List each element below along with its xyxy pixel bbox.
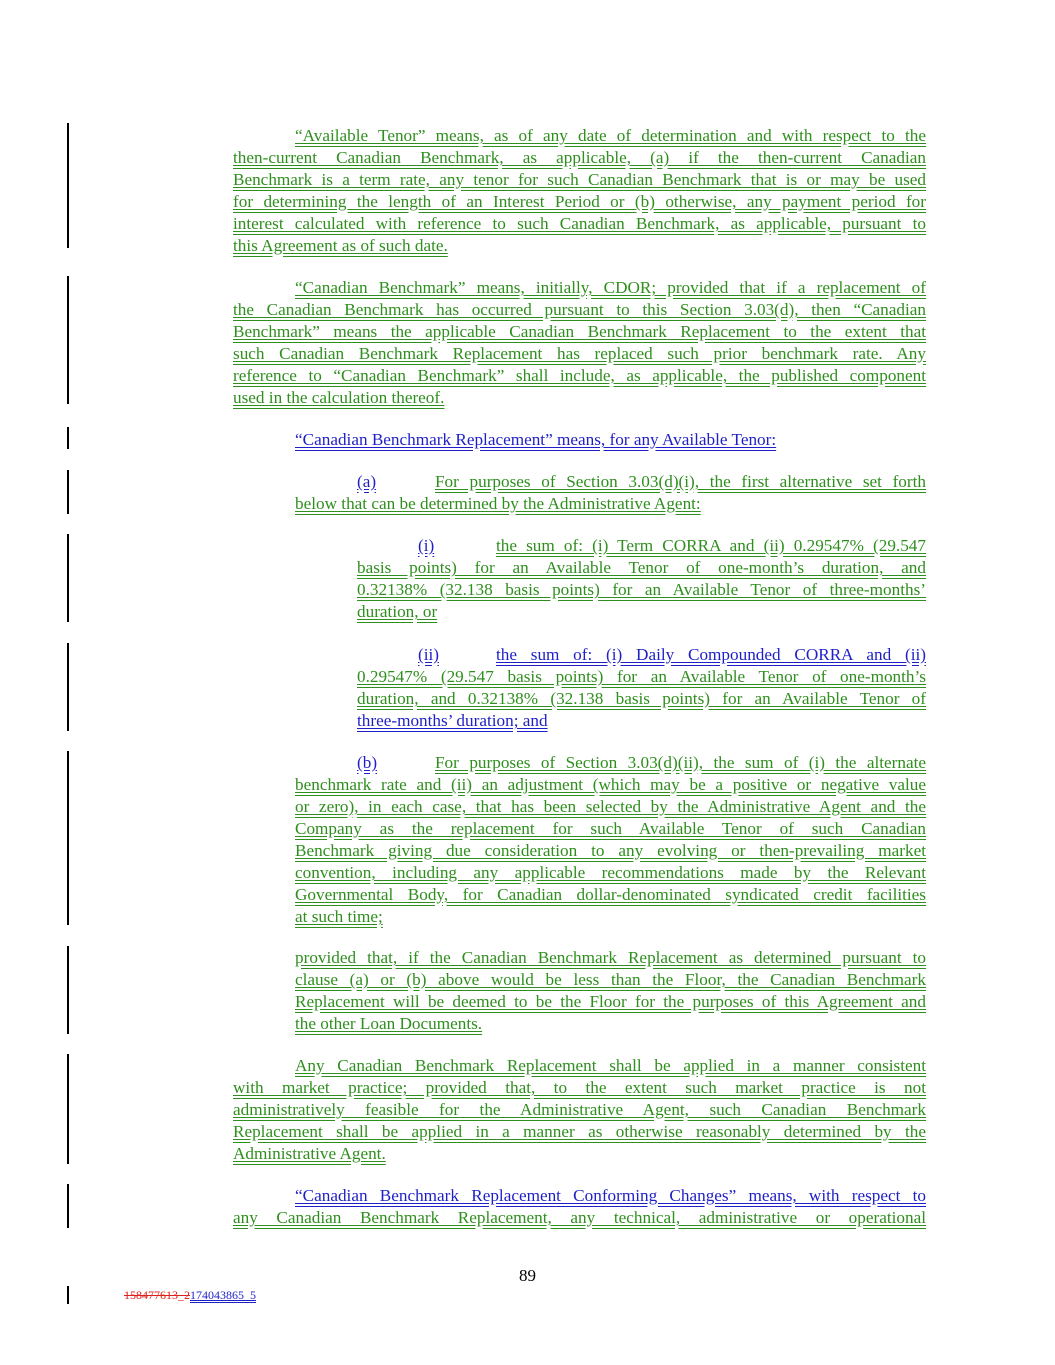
clause-label: (b) — [357, 753, 378, 772]
text-line: with market practice; provided that, to the extent such market practice is not — [233, 1078, 926, 1097]
change-bar — [67, 470, 69, 514]
text-line: reference to “Canadian Benchmark” shall include, as applicable, the published component — [233, 366, 926, 385]
document-id-footer — [124, 1288, 256, 1303]
change-bar — [67, 123, 69, 248]
deleted-doc-id: 158477613_2 — [124, 1288, 190, 1302]
change-bar — [67, 1184, 69, 1228]
change-bar — [67, 427, 69, 449]
text-line: 0.32138% (32.138 basis points) for an Available Tenor of three-months’ — [357, 580, 926, 599]
text-line: 0.29547% (29.547 basis points) for an Available Tenor of one-month’s — [357, 667, 926, 686]
text-line: Replacement will be deemed to be the Floor for the purposes of this Agreement and — [295, 992, 926, 1011]
text-line: Benchmark is a term rate, any tenor for such Canadian Benchmark that is or may be used — [233, 170, 926, 189]
clause-b — [295, 752, 926, 928]
text-line: the Canadian Benchmark has occurred pursuant to this Section 3.03(d), then “Canadian — [233, 300, 926, 319]
text-line: Benchmark giving due consideration to any evolving or then-prevailing market — [295, 841, 926, 860]
definition-available-tenor — [233, 125, 926, 257]
text-line: three-months’ duration; and — [357, 711, 548, 730]
text-line: Company as the replacement for such Available Tenor of such Canadian — [295, 819, 926, 838]
text-line: the sum of: (i) Daily Compounded CORRA and (ii) — [496, 645, 926, 664]
clause-ii — [357, 644, 926, 732]
text-line: “Canadian Benchmark Replacement Conforming Changes” means, with respect to — [295, 1186, 926, 1205]
text-line: the sum of: (i) Term CORRA and (ii) 0.29547% (29.547 — [496, 536, 926, 555]
text-line: Benchmark” means the applicable Canadian Benchmark Replacement to the extent that — [233, 322, 926, 341]
text-line: “Canadian Benchmark Replacement” means, for any Available Tenor: — [295, 430, 777, 449]
text-line: below that can be determined by the Administrative Agent: — [295, 494, 701, 513]
change-bar — [67, 1286, 69, 1304]
text-line: for determining the length of an Interest Period or (b) otherwise, any payment period for — [233, 192, 926, 211]
text-line: duration, and 0.32138% (32.138 basis points) for an Available Tenor of — [357, 689, 926, 708]
change-bar — [67, 276, 69, 404]
application-paragraph — [233, 1055, 926, 1165]
text-line: the other Loan Documents. — [295, 1014, 483, 1033]
text-line: “Available Tenor” means, as of any date of determination and with respect to the — [295, 126, 926, 145]
text-line: Administrative Agent. — [233, 1144, 386, 1163]
text-line: basis points) for an Available Tenor of one-month’s duration, and — [357, 558, 926, 577]
text-line: duration, or — [357, 602, 438, 621]
change-bar — [67, 643, 69, 731]
text-line: clause (a) or (b) above would be less than the Floor, the Canadian Benchmark — [295, 970, 926, 989]
definition-canadian-benchmark — [233, 277, 926, 409]
text-line: such Canadian Benchmark Replacement has replaced such prior benchmark rate. Any — [233, 344, 926, 363]
change-bar — [67, 534, 69, 622]
text-line: or zero), in each case, that has been selected by the Administrative Agent and the — [295, 797, 926, 816]
text-line: Replacement shall be applied in a manner as otherwise reasonably determined by the — [233, 1122, 926, 1141]
text-line: For purposes of Section 3.03(d)(i), the first alternative set forth — [435, 472, 926, 491]
definition-canadian-benchmark-replacement — [295, 429, 926, 451]
text-line: Any Canadian Benchmark Replacement shall be applied in a manner consistent — [295, 1056, 926, 1075]
text-line: provided that, if the Canadian Benchmark Replacement as determined pursuant to — [295, 948, 926, 967]
text-line: any Canadian Benchmark Replacement, any technical, administrative or operational — [233, 1208, 926, 1227]
text-line: Governmental Body, for Canadian dollar-denominated syndicated credit facilities — [295, 885, 926, 904]
text-line: benchmark rate and (ii) an adjustment (which may be a positive or negative value — [295, 775, 926, 794]
change-bar — [67, 751, 69, 925]
clause-i — [357, 535, 926, 623]
text-line: this Agreement as of such date. — [233, 236, 448, 255]
text-line: convention, including any applicable recommendations made by the Relevant — [295, 863, 926, 882]
page-number: 89 — [519, 1266, 536, 1285]
clause-label: (ii) — [418, 645, 439, 664]
text-line: used in the calculation thereof. — [233, 388, 445, 407]
text-line: at such time; — [295, 907, 383, 926]
proviso-paragraph — [295, 947, 926, 1035]
clause-label: (i) — [418, 536, 435, 555]
text-line: administratively feasible for the Administrative Agent, such Canadian Benchmark — [233, 1100, 926, 1119]
clause-label: (a) — [357, 472, 377, 491]
clause-a — [295, 471, 926, 515]
text-line: For purposes of Section 3.03(d)(ii), the sum of (i) the alternate — [435, 753, 926, 772]
text-line: interest calculated with reference to such Canadian Benchmark, as applicable, pursuant to — [233, 214, 926, 233]
text-line: “Canadian Benchmark” means, initially, CDOR; provided that if a replacement of — [295, 278, 926, 297]
change-bar — [67, 946, 69, 1034]
definition-conforming-changes — [233, 1185, 926, 1229]
inserted-doc-id: 174043865_5 — [190, 1288, 256, 1302]
text-line: then-current Canadian Benchmark, as applicable, (a) if the then-current Canadian — [233, 148, 926, 167]
change-bar — [67, 1054, 69, 1164]
